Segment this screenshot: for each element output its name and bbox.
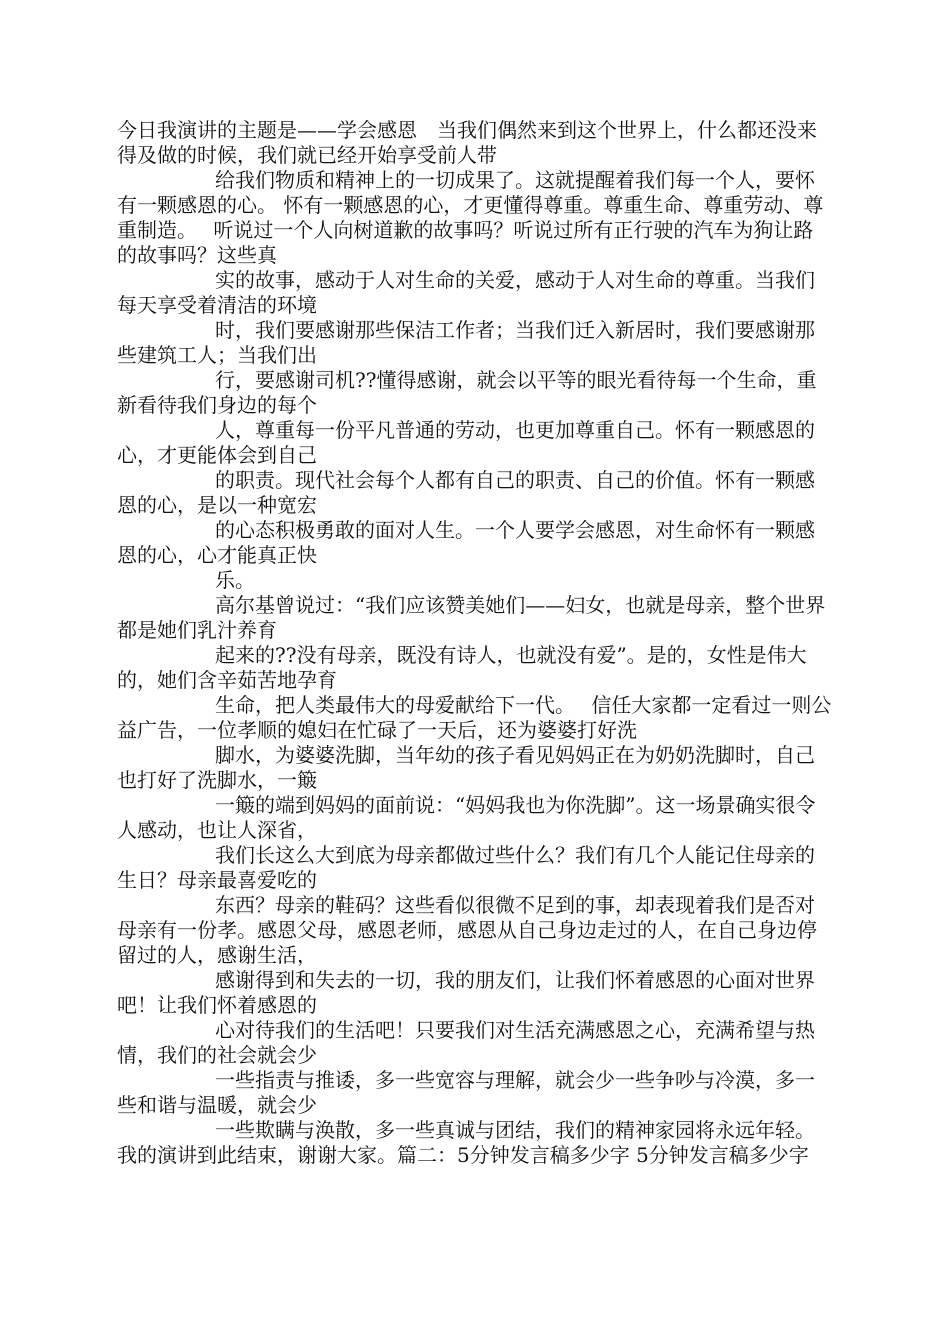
paragraph: 生命，把人类最伟大的母爱献给下一代。 信任大家都一定看过一则公益广告，一位孝顺的媳妇在忙碌了一天后，还为婆婆打好洗 (117, 693, 832, 742)
paragraph: 给我们物质和精神上的一切成果了。这就提醒着我们每一个人，要怀有一颗感恩的心。 怀有一颗感恩的心，才更懂得尊重。尊重生命、尊重劳动、尊重制造。 听说过一个人向树道歉的故事吗？听说过所有正行驶的汽车为狗让路的故事吗？这些真 (117, 168, 824, 267)
paragraph: 一些指责与推诿，多一些宽容与理解，就会少一些争吵与冷漠，多一些和谐与温暖，就会少 (117, 1068, 815, 1117)
paragraph: 高尔基曾说过：“我们应该赞美她们——妇女，也就是母亲，整个世界都是她们乳汁养育 (117, 593, 826, 642)
document-page (117, 118, 833, 1168)
paragraph: 的心态积极勇敢的面对人生。一个人要学会感恩，对生命怀有一颗感恩的心，心才能真正快 (117, 518, 815, 567)
paragraph: 实的故事，感动于人对生命的关爱，感动于人对生命的尊重。当我们每天享受着清洁的环境 (117, 268, 815, 317)
paragraph: 一簸的端到妈妈的面前说：“妈妈我也为你洗脚”。这一场景确实很令人感动，也让人深省， (117, 793, 816, 842)
paragraph: 我们长这么大到底为母亲都做过些什么？我们有几个人能记住母亲的生日？母亲最喜爱吃的 (117, 843, 815, 892)
paragraph: 今日我演讲的主题是——学会感恩 当我们偶然来到这个世界上，什么都还没来得及做的时候，我们就已经开始享受前人带 (117, 118, 817, 167)
paragraph: 行，要感谢司机??懂得感谢，就会以平等的眼光看待每一个生命，重新看待我们身边的每个 (117, 368, 817, 417)
paragraph: 脚水，为婆婆洗脚，当年幼的孩子看见妈妈正在为奶奶洗脚时，自己也打好了洗脚水，一簸 (117, 743, 815, 792)
paragraph: 的职责。现代社会每个人都有自己的职责、自己的价值。怀有一颗感恩的心，是以一种宽宏 (117, 468, 815, 517)
paragraph: 时，我们要感谢那些保洁工作者；当我们迁入新居时，我们要感谢那些建筑工人；当我们出 (117, 318, 815, 367)
paragraph: 一些欺瞒与涣散，多一些真诚与团结，我们的精神家园将永远年轻。 我的演讲到此结束，谢谢大家。篇二：5分钟发言稿多少字 5分钟发言稿多少字 (117, 1118, 832, 1167)
paragraph: 起来的??没有母亲，既没有诗人，也就没有爱”。是的，女性是伟大的，她们含辛茹苦地孕育 (117, 643, 807, 692)
paragraph: 东西？母亲的鞋码？这些看似很微不足到的事，却表现着我们是否对母亲有一份孝。感恩父母，感恩老师，感恩从自己身边走过的人，在自己身边停留过的人，感谢生活， (117, 893, 817, 967)
paragraph: 感谢得到和失去的一切，我的朋友们，让我们怀着感恩的心面对世界吧！让我们怀着感恩的 (117, 968, 815, 1017)
paragraph: 乐。 (215, 568, 255, 592)
paragraph: 心对待我们的生活吧！只要我们对生活充满感恩之心，充满希望与热情，我们的社会就会少 (117, 1018, 815, 1067)
paragraph: 人，尊重每一份平凡普通的劳动，也更加尊重自己。怀有一颗感恩的心，才更能体会到自己 (117, 418, 815, 467)
